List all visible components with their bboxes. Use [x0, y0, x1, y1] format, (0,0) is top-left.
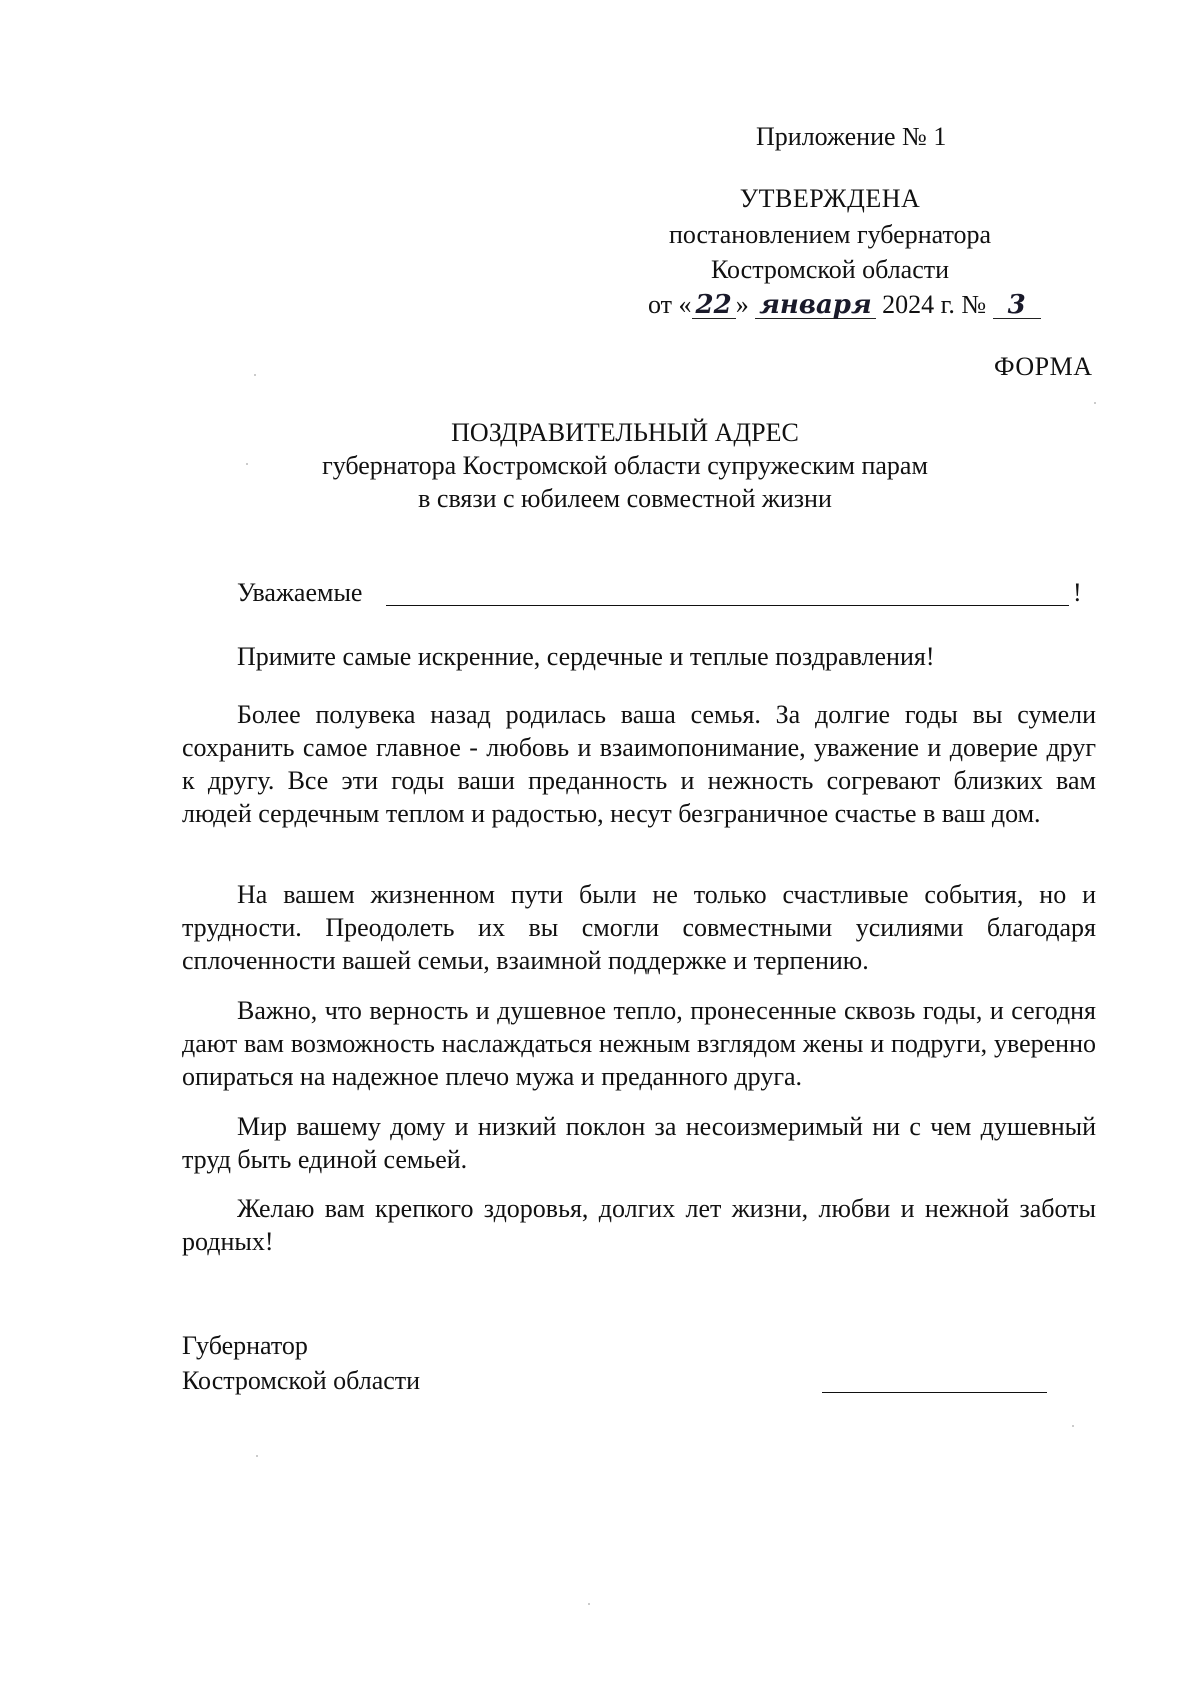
salutation-exclamation: ! — [1073, 578, 1082, 607]
form-label: ФОРМА — [994, 352, 1093, 381]
paragraph-text: Важно, что верность и душевное тепло, пронесенные сквозь годы, и сегодня дают вам возможность наслаждаться нежным взглядом жены и подруги, уверенно опираться на надежное плечо мужа и преданного друга. — [182, 996, 1096, 1091]
decree-year: 2024 г. № — [875, 290, 993, 319]
document-title: ПОЗДРАВИТЕЛЬНЫЙ АДРЕС — [451, 418, 799, 447]
paragraph-text: Мир вашему дому и низкий поклон за несоизмеримый ни с чем душевный труд быть единой семьей. — [182, 1112, 1096, 1174]
signer-title: Губернатор — [182, 1331, 308, 1360]
paragraph-loyalty — [182, 994, 1096, 1093]
scan-speck — [256, 1455, 258, 1457]
decree-line-1: постановлением губернатора — [668, 220, 992, 249]
approved-title: УТВЕРЖДЕНА — [739, 184, 921, 213]
decree-date — [648, 290, 1041, 320]
document-subtitle-1: губернатора Костромской области супружеским парам — [322, 451, 928, 480]
paragraph-text: Примите самые искренние, сердечные и теплые поздравления! — [237, 642, 935, 671]
scan-speck — [254, 374, 256, 376]
paragraph-wishes — [182, 1192, 1096, 1258]
paragraph-text: На вашем жизненном пути были не только счастливые события, но и трудности. Преодолеть их вы смогли совместными усилиями благодаря сплоченности вашей семьи, взаимной поддержке и терпению. — [182, 880, 1096, 975]
paragraph-text: Более полувека назад родилась ваша семья. За долгие годы вы сумели сохранить самое главное - любовь и взаимопонимание, уважение и доверие друг к другу. Все эти годы ваши преданность и нежность согревают близких вам людей сердечным теплом и радостью, несут безграничное счастье в ваш дом. — [182, 700, 1096, 828]
signer-region: Костромской области — [182, 1366, 421, 1395]
paragraph-text: Желаю вам крепкого здоровья, долгих лет жизни, любви и нежной заботы родных! — [182, 1194, 1096, 1256]
decree-date-mid: » — [735, 290, 756, 319]
decree-month-handwritten: января — [755, 292, 875, 319]
decree-day-handwritten: 22 — [692, 292, 736, 319]
paragraph-family — [182, 698, 1096, 830]
paragraph-hardships — [182, 878, 1096, 977]
paragraph-greeting — [182, 640, 1096, 673]
scan-speck — [588, 1603, 590, 1605]
appendix-label: Приложение № 1 — [756, 122, 947, 151]
scan-speck — [246, 463, 248, 465]
decree-line-2: Костромской области — [710, 255, 950, 284]
paragraph-peace — [182, 1110, 1096, 1176]
salutation-label: Уважаемые — [237, 578, 363, 607]
scan-speck — [1094, 402, 1096, 404]
decree-date-prefix: от « — [648, 290, 692, 319]
decree-number-handwritten: 3 — [993, 292, 1041, 319]
scan-speck — [1072, 1425, 1074, 1427]
document-subtitle-2: в связи с юбилеем совместной жизни — [418, 484, 832, 513]
salutation-blank-line — [386, 605, 1069, 606]
signature-blank-line — [822, 1392, 1047, 1393]
